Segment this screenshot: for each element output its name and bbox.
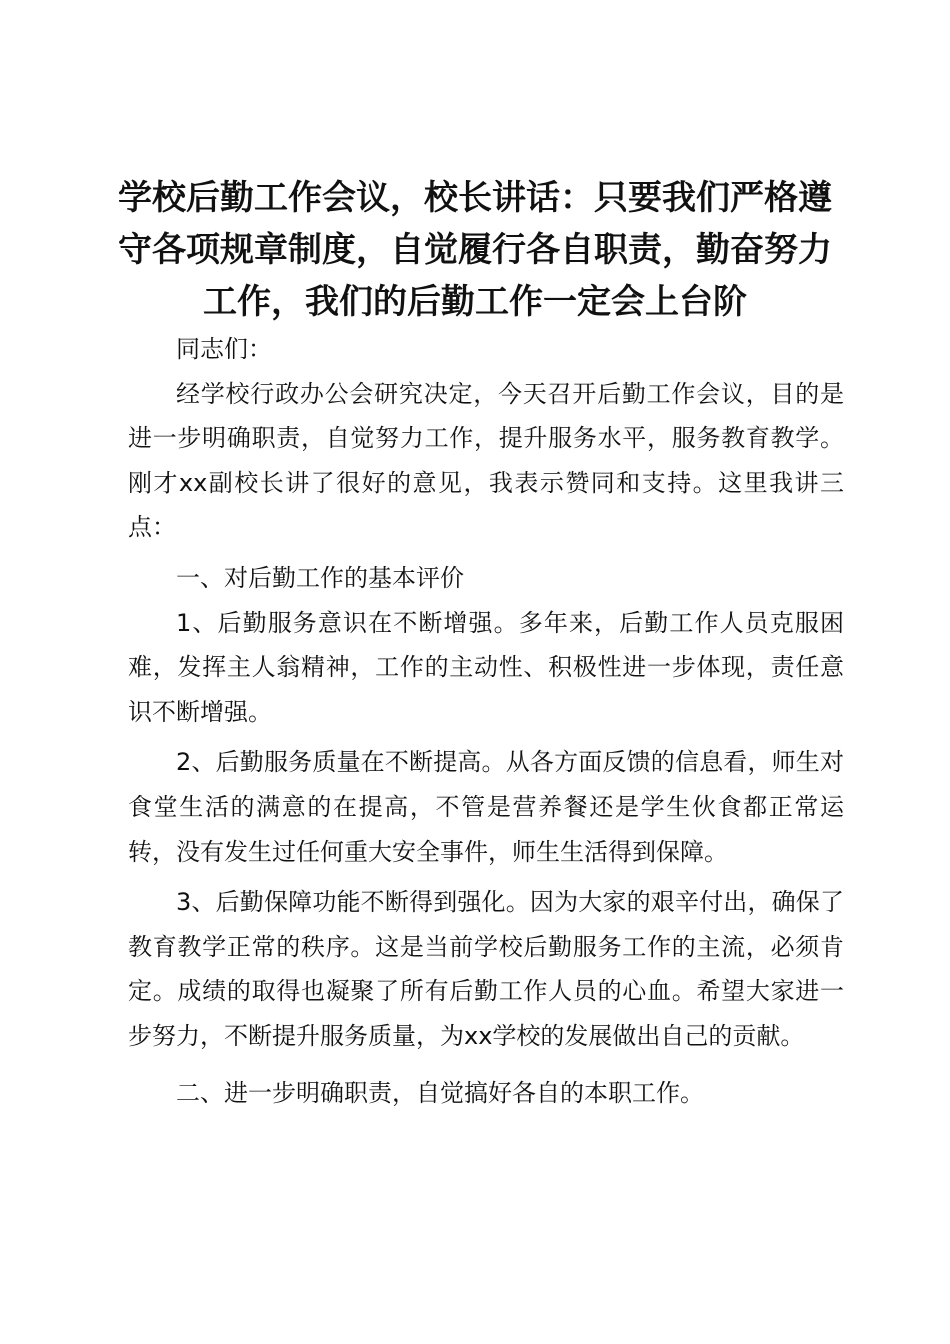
- section-heading-1: 一、对后勤工作的基本评价: [176, 563, 464, 592]
- evaluation-item-3: 3、后勤保障功能不断得到强化。因为大家的艰辛付出，确保了教育教学正常的秩序。这是当前学校后勤服务工作的主流，必须肯定。成绩的取得也凝聚了所有后勤工作人员的心血。希望大家进一步努力，不断提升服务质量，为xx学校的发展做出自己的贡献。: [128, 888, 844, 1050]
- intro-paragraph: 经学校行政办公会研究决定，今天召开后勤工作会议，目的是进一步明确职责，自觉努力工作，提升服务水平，服务教育教学。刚才xx副校长讲了很好的意见，我表示赞同和支持。这里我讲三点：: [128, 379, 844, 542]
- evaluation-item-1: 1、后勤服务意识在不断增强。多年来，后勤工作人员克服困难，发挥主人翁精神，工作的主动性、积极性进一步体现，责任意识不断增强。: [128, 608, 844, 726]
- document-title: 学校后勤工作会议，校长讲话：只要我们严格遵守各项规章制度，自觉履行各自职责，勤奋努力工作，我们的后勤工作一定会上台阶: [118, 178, 832, 322]
- document-body: [128, 327, 844, 1115]
- salutation: 同志们：: [176, 335, 272, 363]
- paragraph-gap: [128, 1059, 844, 1065]
- evaluation-item-2: 2、后勤服务质量在不断提高。从各方面反馈的信息看，师生对食堂生活的满意的在提高，不管是营养餐还是学生伙食都正常运转，没有发生过任何重大安全事件，师生生活得到保障。: [128, 748, 844, 866]
- section-heading-2: 二、进一步明确职责，自觉搞好各自的本职工作。: [176, 1078, 704, 1107]
